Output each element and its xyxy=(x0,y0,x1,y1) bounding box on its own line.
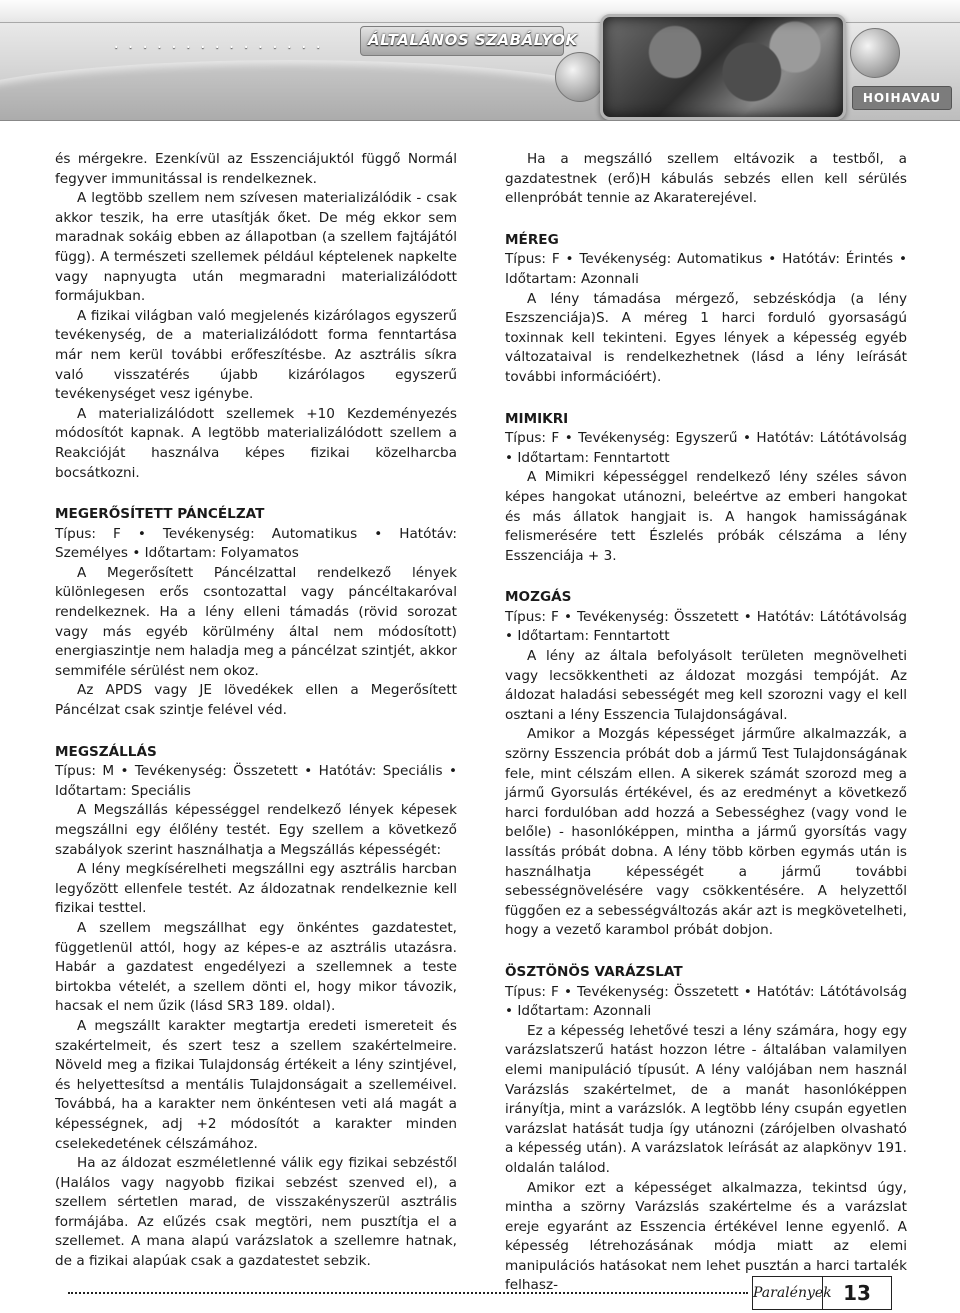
section-heading: MÉREG xyxy=(505,231,559,248)
body-paragraph: Ha az áldozat eszméletlenné válik egy fizikai sebzéstől (Halálos vagy nagyobb fizikai sebzést szenved el), a szellem sértetlen marad, de visszakényszerül asztrális formájába. Az elűzés csak megtöri, nem pusztítja el a szellemet. A mana alapú varázslatok a szellemre hatnak, de a fizikai alapúak csak a gazdatestet sebzik. xyxy=(55,1155,457,1270)
section-meta: Típus: M • Tevékenység: Összetett • Hatótáv: Speciális • Időtartam: Speciális xyxy=(55,763,457,799)
body-paragraph: Ha a megszálló szellem eltávozik a testből, a gazdatestnek (erő)H kábulás sebzés ellen kell sérülés ellenpróbát tennie az Akaraterejével. xyxy=(505,151,907,207)
section-meta: Típus: F • Tevékenység: Összetett • Hatótáv: Látótávolság • Időtartam: Fenntartott xyxy=(505,608,907,645)
body-paragraph: Az APDS vagy JE lövedékek ellen a Megerősített Páncélzat csak szintje felével véd. xyxy=(55,682,457,719)
banner-dots: ............... xyxy=(112,36,329,52)
banner-artwork-image xyxy=(600,14,846,120)
body-paragraph: Amikor a Mozgás képességet járműre alkalmazzák, a szörny Esszencia próbát dob a jármű Test Tulajdonságának fele, mint célszám ellen. A sikerek számát szorozd meg a jármű Gyorsulás értékével, és az eredményt a következő harci fordulóban add hozzá a Sebességhez (vagy vond le belőle) - hasonlóképpen, mintha a jármű gyorsítás vagy lassítás próbát dobna. A lény több körben egymás után is használhatja képességét a jármű további sebességnövelésére vagy csökkentésére. A helyzettől függően ez a sebességváltozás akár azt is megkövetelheti, hogy a vezető karambol próbát dobjon. xyxy=(505,726,907,939)
section-heading: MIMIKRI xyxy=(505,410,569,427)
right-column xyxy=(505,150,907,1296)
section-heading: MEGERŐSÍTETT PÁNCÉLZAT xyxy=(55,506,265,523)
body-paragraph: A legtöbb szellem nem szívesen materializálódik - csak akkor teszik, ha erre utasítják őket. De még ekkor sem maradnak sokáig ebben az állapotban (a szellem fajtájától függ). A természeti szellemek például képtelenek napkelte vagy napnyugta után megmaradni materializálódott formájukban. xyxy=(55,190,457,305)
body-paragraph: A lény az általa befolyásolt területen megnövelheti vagy lecsökkentheti az áldozat mozgási tempóját. Az áldozat haladási sebességét meg kell szorozni vagy el kell osztani a lény Esszencia Tulajdonságával. xyxy=(505,648,907,723)
banner-knob-decoration xyxy=(555,52,605,102)
footer-chapter-label: Paralények xyxy=(752,1276,823,1310)
section-heading: ÖSZTÖNÖS VARÁZSLAT xyxy=(505,963,683,980)
body-paragraph: A materializálódott szellemek +10 Kezdeményezés módosítót kapnak. A legtöbb materializálódott szellem a Reakcióját használva képes fizikai közelharcba bocsátkozni. xyxy=(55,405,457,481)
body-paragraph: A lény támadása mérgező, sebzéskódja (a lény Eszszenciája)S. A méreg 1 harci forduló gyorsaságú toxinnak kell tekinteni. Egyes lények a képesség egyéb változataival is rendelkezhetnek (lásd a lény leírását további információért). xyxy=(505,290,907,385)
body-paragraph: Amikor ezt a képességet alkalmazza, tekintsd úgy, mintha a szörny Varázslás szakértelme és a varázslat ereje egyaránt az Esszencia értékével lenne egyenlő. A képesség létrehozásának módja miatt az elemi manipulációs hatásokat nem lehet pusztán a harci tartalék felhasz- xyxy=(505,1179,907,1294)
body-paragraph: A szellem megszállhat egy önkéntes gazdatestet, függetlenül attól, hogy az képes-e az asztrális utazásra. Habár a gazdatest engedélyezi a szellemnek a teste birtokba vételét, a szellem dönti el, hogy mikor távozik, hacsak el nem űzik (lásd SR3 189. oldal). xyxy=(55,919,457,1015)
page-header-banner xyxy=(0,0,960,121)
body-paragraph: A Megszállás képességgel rendelkező lények képesek megszállni egy élőlény testét. Egy szellem a következő szabályok szerint használhatja a Megszállás képességét: xyxy=(55,802,457,858)
section-heading: MEGSZÁLLÁS xyxy=(55,743,157,760)
body-paragraph: A Megerősített Páncélzattal rendelkező lények különlegesen erős csontozattal vagy páncéltakaróval rendelkeznek. Ha a lény elleni támadás (rövid sorozat vagy más egyéb körülmény által nem módosított) energiaszintje nem haladja meg a páncélzat szintjét, akkor semmiféle sérülést nem okoz. xyxy=(55,564,457,679)
body-paragraph: A megszállt karakter megtartja eredeti ismereteit és szakértelmeit, és szert tesz a szellem szakértelmeire. Növeld meg a fizikai Tulajdonság értékeit a lény szintjével, és helyettesítsd a mentális Tulajdonságait a szelleméivel. Továbbá, ha a karakter nem önkéntesen veti alá magát a képességnek, adj +2 módosítót a karakter minden cselekedetének célszámához. xyxy=(55,1017,457,1152)
page-number: 13 xyxy=(822,1276,892,1310)
body-paragraph: és mérgekre. Ezenkívül az Esszenciájuktól függő Normál fegyver immunitással is rendelkeznek. xyxy=(55,151,457,187)
body-paragraph: A Mimikri képességgel rendelkező lény széles sávon képes hangokat utánozni, beleértve az emberi hangokat és más állatok hangjait is. A hangok hamisságának felismerésére tett Észlelés próbák célszáma a lény Esszenciája + 3. xyxy=(505,469,907,564)
body-paragraph: A fizikai világban való megjelenés kizárólagos egyszerű tevékenység, de a materializálódott forma fenntartása már nem kerül további erőfeszítésbe. Az asztrális síkra való visszatérés újabb kizárólagos egyszerű tevékenységet vesz igénybe. xyxy=(55,307,457,403)
section-meta: Típus: F • Tevékenység: Automatikus • Hatótáv: Személyes • Időtartam: Folyamatos xyxy=(55,525,457,562)
body-paragraph: A lény megkísérelheti megszállni egy asztrális harcban legyőzött ellenfele testét. Az áldozatnak rendelkeznie kell fizikai testtel. xyxy=(55,861,457,917)
section-meta: Típus: F • Tevékenység: Automatikus • Hatótáv: Érintés • Időtartam: Azonnali xyxy=(505,251,907,287)
left-column xyxy=(55,150,457,1272)
footer-dotted-rule xyxy=(68,1292,748,1296)
banner-knob-decoration xyxy=(850,28,900,78)
section-heading: MOZGÁS xyxy=(505,589,572,606)
section-meta: Típus: F • Tevékenység: Egyszerű • Hatótáv: Látótávolság • Időtartam: Fenntartott xyxy=(505,430,907,466)
body-paragraph: Ez a képesség lehetővé teszi a lény számára, hogy egy varázslatszerű hatást hozzon létre - általában valamilyen elemi manipuláció típusút. A lény valójában nem használ Varázslás szakértelmet, de a manát hasonlóképpen irányítja, mint a varázslók. A legtöbb lény csupán egyetlen varázslat hatását tudja így utánozni (zárójelben olvasható a képesség után). A varázslatok leírását az alapkönyv 191. oldalán találod. xyxy=(505,1022,907,1176)
banner-logo: HOIHAVAU xyxy=(852,86,952,110)
section-meta: Típus: F • Tevékenység: Összetett • Hatótáv: Látótávolság • Időtartam: Azonnali xyxy=(505,983,907,1020)
banner-sweep-decoration xyxy=(0,60,640,121)
page-title: ÁLTALÁNOS SZABÁLYOK xyxy=(368,31,578,49)
